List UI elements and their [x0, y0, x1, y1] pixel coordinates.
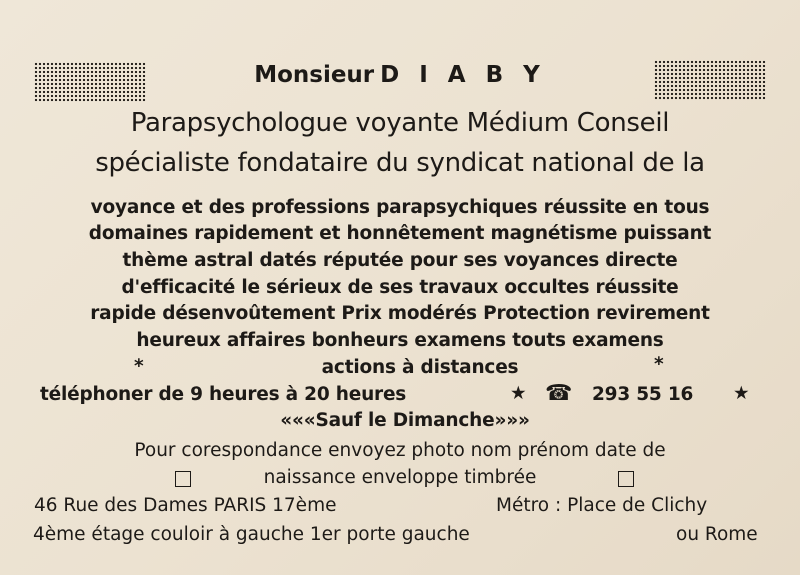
- title-name: D I A B Y: [380, 62, 546, 88]
- phone-number: 293 55 16: [592, 384, 694, 405]
- metro-alt: ou Rome: [676, 524, 758, 545]
- card-title: [0, 62, 800, 88]
- line-profession: Parapsychologue voyante Médium Conseil: [130, 108, 670, 138]
- floor: 4ème étage couloir à gauche 1er porte gauche: [33, 524, 470, 545]
- line-actions: actions à distances: [321, 357, 519, 378]
- metro: Métro : Place de Clichy: [496, 495, 708, 516]
- line-correspondance: Pour corespondance envoyez photo nom prénom date de: [134, 440, 666, 461]
- line-specialist: spécialiste fondataire du syndicat national de la: [95, 148, 705, 178]
- phone-hours: téléphoner de 9 heures à 20 heures: [40, 384, 407, 405]
- line-heureux: heureux affaires bonheurs examens touts examens: [136, 330, 664, 351]
- line-voyance: voyance et des professions parapsychiques réussite en tous: [90, 197, 710, 218]
- address: 46 Rue des Dames PARIS 17ème: [34, 495, 337, 516]
- line-naissance: naissance enveloppe timbrée: [263, 467, 537, 488]
- phone-star-right: ★: [733, 383, 750, 404]
- star-left: *: [134, 356, 144, 377]
- line-efficacite: d'efficacité le sérieux de ses travaux occultes réussite: [121, 277, 679, 298]
- line-sunday: «««Sauf le Dimanche»»»: [280, 410, 530, 431]
- phone-star-left: ★: [510, 383, 527, 404]
- line-domaines: domaines rapidement et honnêtement magnétisme puissant: [88, 223, 712, 244]
- telephone-icon: ☎: [545, 381, 573, 406]
- line-rapide: rapide désenvoûtement Prix modérés Protection revirement: [90, 303, 710, 324]
- title-prefix: Monsieur: [254, 62, 375, 88]
- checkbox-right-icon: [618, 471, 634, 487]
- star-right: *: [654, 354, 664, 375]
- line-theme: thème astral datés réputée pour ses voyances directe: [122, 250, 678, 271]
